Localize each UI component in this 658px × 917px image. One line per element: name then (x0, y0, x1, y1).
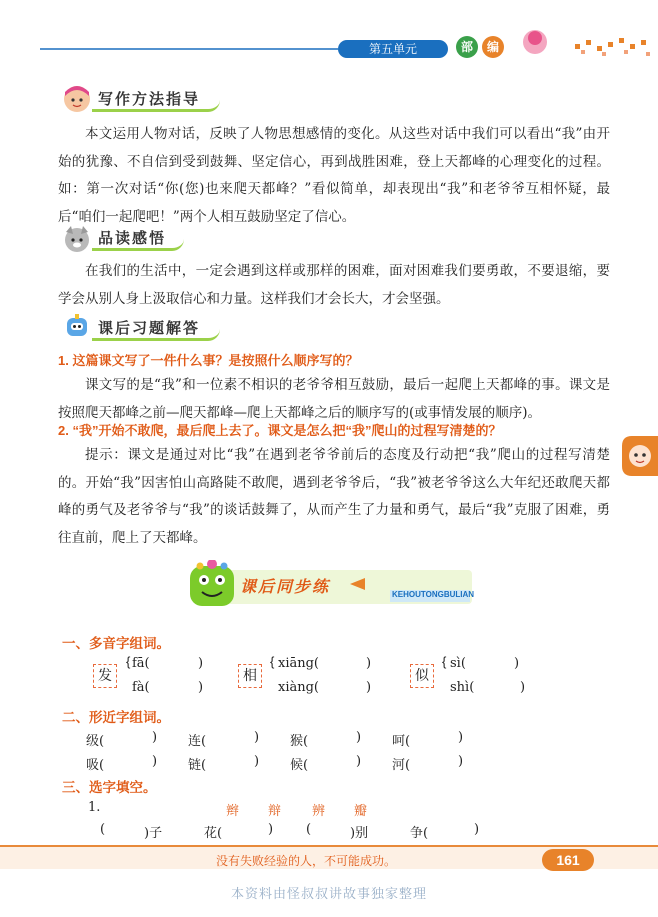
brace-icon: { (126, 654, 131, 669)
pinyin-top: xiāng( (278, 656, 320, 671)
polyphone-char: 相 (238, 664, 262, 688)
page-number: 161 (542, 849, 594, 871)
option-char: 辩 (268, 804, 282, 819)
practice-2-heading: 二、形近字组词。 (62, 710, 170, 725)
banner-pinyin: KEHOUTONGBULIAN (392, 590, 475, 599)
char-cell: 链( (188, 758, 207, 773)
cat-mascot-icon (62, 224, 92, 254)
answer-1: 课文写的是“我”和一位素不相识的老爷爷相互鼓励，最后一起爬上天都峰的事。课文是按照爬天都峰之前—爬天都峰—爬上天都峰之后的顺序写的(或事情发展的顺序)。 (58, 377, 610, 421)
char-cell: 呵( (392, 734, 411, 749)
pinyin-top: fā( (132, 656, 150, 671)
paren-close: ) (458, 730, 464, 745)
paren-close: ) (514, 656, 520, 671)
practice-banner (190, 560, 475, 610)
char-cell: 级( (86, 734, 105, 749)
polyphone-char: 发 (93, 664, 117, 688)
paren-close: ) (458, 754, 464, 769)
girl-mascot-icon (62, 84, 92, 114)
option-char: 辫 (226, 804, 240, 819)
blank-text: 花( (204, 826, 223, 841)
paren-close: ) (198, 656, 204, 671)
blank-text: )子 (144, 826, 163, 841)
banner-title: 课后同步练 (240, 579, 331, 596)
paren-close: ) (198, 680, 204, 695)
brace-icon: { (270, 654, 275, 669)
paren-close: ) (254, 754, 260, 769)
question-2: 2. “我”开始不敢爬，最后爬上去了。课文是怎么把“我”爬山的过程写清楚的？ (58, 423, 502, 438)
char-cell: 连( (188, 734, 207, 749)
blank-text: 争( (410, 826, 429, 841)
char-cell: 吸( (86, 758, 105, 773)
char-cell: 猴( (290, 734, 309, 749)
writing-paragraph: 本文运用人物对话，反映了人物思想感情的变化。从这些对话中我们可以看出“我”由开始的犹豫、不自信到受到鼓舞、坚定信心，再到战胜困难，登上天都峰的心理变化的过程。如：第一次对话“你(您)也来爬天都峰？”看似简单，却表现出“我”和老爷爷互相怀疑，最后“咱们一起爬吧！”两个人相互鼓励坚定了信心。 (58, 126, 610, 225)
practice-3-heading: 三、选字填空。 (62, 780, 157, 795)
brace-icon: { (442, 654, 447, 669)
blank-close: ) (268, 822, 274, 837)
answer-2: 提示：课文是通过对比“我”在遇到老爷爷前后的态度及行动把“我”爬山的过程写清楚的。开始“我”因害怕山高路陡不敢爬，遇到老爷爷后，“我”被老爷爷这么大年纪还敢爬天都峰的勇气及老爷爷与“我”的谈话鼓舞了，从而产生了力量和勇气，最后“我”克服了困难，勇往直前，爬上了天都峰。 (58, 447, 610, 546)
paren-close: ) (366, 656, 372, 671)
practice-1-heading: 一、多音字组词。 (62, 636, 170, 651)
paren-close: ) (152, 730, 158, 745)
pinyin-bottom: xiàng( (278, 680, 320, 695)
char-cell: 河( (392, 758, 411, 773)
robot-mascot-icon (62, 312, 92, 342)
paren-close: ) (356, 754, 362, 769)
reading-paragraph: 在我们的生活中，一定会遇到这样或那样的困难，面对困难我们要勇敢，不要退缩，要学会从别人身上汲取信心和力量。这样我们才会长大，才会坚强。 (58, 263, 610, 307)
section-title-exercises: 课后习题解答 (98, 320, 201, 337)
polyphone-char: 似 (410, 664, 434, 688)
title-underline (92, 326, 220, 341)
paren-close: ) (356, 730, 362, 745)
section-title-reading: 品读感悟 (98, 230, 167, 247)
paren-close: ) (254, 730, 260, 745)
pinyin-bottom: shì( (450, 680, 475, 695)
header-decoration (0, 0, 658, 58)
bian-badge: 编 (482, 36, 504, 58)
item-number: 1. (88, 800, 101, 815)
pinyin-top: sì( (450, 656, 466, 671)
blank-close: ) (474, 822, 480, 837)
option-char: 辨 (312, 804, 326, 819)
char-cell: 候( (290, 758, 309, 773)
paren-close: ) (366, 680, 372, 695)
credit-text: 本资料由怪叔叔讲故事独家整理 (230, 886, 427, 901)
section-title-writing: 写作方法指导 (98, 91, 201, 108)
blank-open: ( (306, 822, 312, 837)
option-char: 瓣 (354, 804, 368, 819)
title-underline (92, 236, 184, 251)
blank-open: ( (100, 822, 106, 837)
footer-motto: 没有失败经验的人，不可能成功。 (216, 854, 397, 868)
pinyin-bottom: fà( (132, 680, 150, 695)
unit-label: 第五单元 (338, 40, 448, 58)
paren-close: ) (520, 680, 526, 695)
paren-close: ) (152, 754, 158, 769)
blank-text: )别 (350, 826, 369, 841)
title-underline (92, 97, 220, 112)
bu-badge: 部 (456, 36, 478, 58)
question-1: 1. 这篇课文写了一件什么事？是按照什么顺序写的？ (58, 353, 359, 368)
side-tab-mascot-icon (622, 436, 658, 476)
